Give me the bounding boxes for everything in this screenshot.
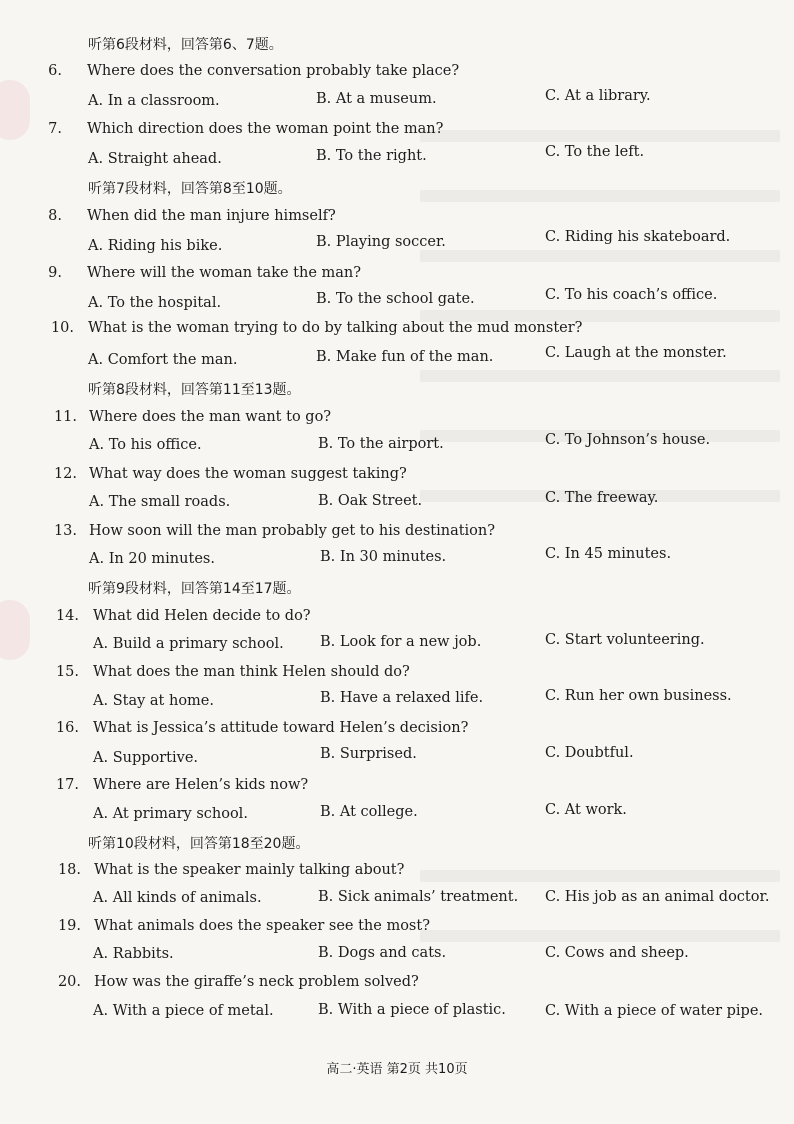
question-number: 12. [53,466,77,482]
question-text: Where does the conversation probably take place? [87,63,460,79]
section-header-6: 听第6段材料，回答第6、7题。 [88,37,283,53]
option-a: A. To the hospital. [88,295,222,311]
question-text: How was the giraffe’s neck problem solved? [94,974,419,990]
question-number: 18. [57,862,81,878]
option-a: A. To his office. [89,437,202,453]
option-b: B. Make fun of the man. [316,349,494,365]
question-number: 13. [53,523,77,539]
option-b: B. Dogs and cats. [318,945,447,961]
question-number: 15. [55,664,79,680]
bleed-through [420,250,780,262]
option-b: B. To the airport. [318,436,444,452]
option-a: A. Rabbits. [93,946,174,962]
bleed-through [420,190,780,202]
option-a: A. Stay at home. [93,693,214,709]
question-text: Where are Helen’s kids now? [93,777,309,793]
option-c: C. In 45 minutes. [545,546,672,562]
question-number: 11. [53,409,77,425]
option-c: C. With a piece of water pipe. [545,1003,764,1019]
stamp-smudge [0,600,30,660]
question-number: 20. [57,974,81,990]
option-c: C. At work. [545,802,627,818]
option-a: A. Straight ahead. [88,151,222,167]
option-b: B. To the school gate. [316,291,475,307]
question-text: What does the man think Helen should do? [93,664,410,680]
option-a: A. Comfort the man. [88,352,238,368]
question-number: 6. [48,63,62,79]
option-c: C. His job as an animal doctor. [545,889,770,905]
question-text: What did Helen decide to do? [93,608,311,624]
question-number: 9. [48,265,62,281]
option-a: A. The small roads. [89,494,231,510]
option-c: C. Cows and sheep. [545,945,689,961]
question-number: 7. [48,121,62,137]
option-c: C. To the left. [545,144,645,160]
option-b: B. With a piece of plastic. [318,1002,506,1018]
question-text: What is the woman trying to do by talking about the mud monster? [88,320,583,336]
question-text: How soon will the man probably get to his destination? [89,523,496,539]
question-text: What way does the woman suggest taking? [89,466,407,482]
question-text: Which direction does the woman point the man? [87,121,444,137]
bleed-through [420,870,780,882]
stamp-smudge [0,80,30,140]
option-b: B. Oak Street. [318,493,423,509]
option-c: C. Riding his skateboard. [545,229,731,245]
page-footer: 高二·英语 第2页 共10页 [326,1062,468,1077]
question-number: 8. [48,208,62,224]
question-text: Where does the man want to go? [89,409,332,425]
question-text: What is the speaker mainly talking about? [94,862,405,878]
bleed-through [420,130,780,142]
option-c: C. Run her own business. [545,688,732,704]
question-text: What is Jessica’s attitude toward Helen’s decision? [93,720,469,736]
bleed-through [420,370,780,382]
option-c: C. To Johnson’s house. [545,432,711,448]
question-number: 10. [50,320,74,336]
option-c: C. Start volunteering. [545,632,705,648]
section-header-10: 听第10段材料，回答第18至20题。 [88,836,310,852]
option-b: B. Surprised. [320,746,417,762]
section-header-9: 听第9段材料，回答第14至17题。 [88,581,301,597]
option-b: B. Have a relaxed life. [320,690,484,706]
option-b: B. Playing soccer. [316,234,446,250]
question-number: 19. [57,918,81,934]
option-b: B. Look for a new job. [320,634,482,650]
option-c: C. At a library. [545,88,651,104]
option-a: A. Riding his bike. [88,238,223,254]
option-b: B. Sick animals’ treatment. [318,889,519,905]
option-a: A. With a piece of metal. [93,1003,274,1019]
question-number: 16. [55,720,79,736]
option-a: A. Supportive. [93,750,199,766]
option-b: B. At a museum. [316,91,437,107]
option-b: B. To the right. [316,148,427,164]
option-a: A. In a classroom. [88,93,220,109]
option-c: C. To his coach’s office. [545,287,718,303]
option-b: B. In 30 minutes. [320,549,447,565]
question-text: Where will the woman take the man? [87,265,362,281]
question-text: When did the man injure himself? [87,208,336,224]
option-c: C. Doubtful. [545,745,634,761]
question-text: What animals does the speaker see the most? [94,918,430,934]
question-number: 17. [55,777,79,793]
section-header-7: 听第7段材料，回答第8至10题。 [88,181,292,197]
bleed-through [420,930,780,942]
option-b: B. At college. [320,804,418,820]
section-header-8: 听第8段材料，回答第11至13题。 [88,382,301,398]
question-number: 14. [55,608,79,624]
option-a: A. Build a primary school. [93,636,284,652]
option-c: C. Laugh at the monster. [545,345,727,361]
option-a: A. At primary school. [93,806,248,822]
option-c: C. The freeway. [545,490,659,506]
option-a: A. All kinds of animals. [93,890,262,906]
option-a: A. In 20 minutes. [89,551,215,567]
